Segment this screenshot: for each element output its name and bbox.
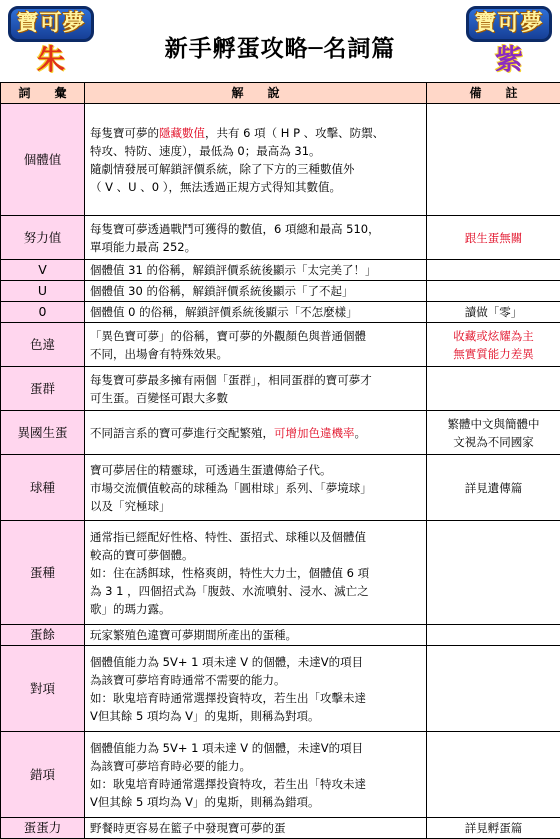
table-header-row xyxy=(1,83,560,104)
note-cell: 跟生蛋無關 xyxy=(427,216,560,260)
note-cell xyxy=(427,323,560,367)
note-cell xyxy=(427,625,560,646)
desc-line: 市場交流價值較高的球種為「圓柑球」系列、「夢境球」 xyxy=(90,479,421,497)
table-row xyxy=(1,367,560,411)
desc-line: 為該寶可夢培育時通常不需要的能力。 xyxy=(90,671,421,689)
description-cell xyxy=(85,646,427,732)
desc-text: 每隻寶可夢的 xyxy=(90,126,159,140)
table-row xyxy=(1,818,560,839)
term-cell: 對項 xyxy=(1,646,85,732)
description-cell xyxy=(85,367,427,411)
page-header xyxy=(0,0,560,82)
description-cell xyxy=(85,323,427,367)
desc-line: 通常指已經配好性格、特性、蛋招式、球種以及個體值 xyxy=(90,528,421,546)
note-cell xyxy=(427,367,560,411)
description-cell: 個體值 31 的俗稱，解鎖評價系統後顯示「太完美了！」 xyxy=(85,260,427,281)
term-cell: 球種 xyxy=(1,455,85,521)
note-cell xyxy=(427,281,560,302)
description-cell xyxy=(85,104,427,216)
desc-line: 個體值能力為 5V+ 1 項未達 V 的個體，未達V的項目 xyxy=(90,653,421,671)
table-row xyxy=(1,521,560,625)
desc-line: 為 3 1 ，四個招式為「腹鼓、水流噴射、浸水、滅亡之 xyxy=(90,582,421,600)
highlight-text: 隱藏數值 xyxy=(159,126,205,140)
term-cell: 蛋餘 xyxy=(1,625,85,646)
desc-line: 「異色寶可夢」的俗稱，寶可夢的外觀顏色與普通個體 xyxy=(90,327,421,345)
description-cell xyxy=(85,732,427,818)
description-cell: 個體值 0 的俗稱，解鎖評價系統後顯示「不怎麼樣」 xyxy=(85,302,427,323)
desc-text: 。 xyxy=(355,426,367,440)
desc-line: 隨劇情發展可解鎖評價系統，除了下方的三種數值外 xyxy=(90,160,421,178)
term-cell: 蛋群 xyxy=(1,367,85,411)
term-cell: 努力值 xyxy=(1,216,85,260)
highlight-text: 可增加色違機率 xyxy=(274,426,355,440)
desc-line: 歌」的瑪力露。 xyxy=(90,600,421,618)
term-cell: 異國生蛋 xyxy=(1,411,85,455)
table-row xyxy=(1,625,560,646)
note-cell xyxy=(427,732,560,818)
description-cell xyxy=(85,411,427,455)
description-cell xyxy=(85,521,427,625)
pokemon-violet-logo xyxy=(466,6,552,72)
note-line: 繁體中文與簡體中 xyxy=(432,415,555,433)
desc-text: 不同語言系的寶可夢進行交配繁殖， xyxy=(90,426,274,440)
desc-line: 以及「究極球」 xyxy=(90,497,421,515)
desc-line: 單項能力最高 252。 xyxy=(90,238,421,256)
desc-line: 如：住在誘餌球，性格爽朗，特性大力士，個體值 6 項 xyxy=(90,564,421,582)
desc-line: 如：耿鬼培育時通常選擇投資特攻，若生出「攻擊未達 xyxy=(90,689,421,707)
note-line: 文視為不同國家 xyxy=(432,433,555,451)
description-cell: 個體值 30 的俗稱，解鎖評價系統後顯示「了不起」 xyxy=(85,281,427,302)
table-row xyxy=(1,455,560,521)
note-cell xyxy=(427,646,560,732)
desc-line: V但其餘 5 項均為 V」的鬼斯，則稱為錯項。 xyxy=(90,793,421,811)
table-row xyxy=(1,646,560,732)
desc-line: 為該寶可夢培育時必要的能力。 xyxy=(90,757,421,775)
logo-brand-text: 寶可夢 xyxy=(8,6,94,42)
description-cell: 野餐時更容易在籃子中發現寶可夢的蛋 xyxy=(85,818,427,839)
desc-line: 特攻、特防、速度），最低為 0；最高為 31。 xyxy=(90,142,421,160)
table-row xyxy=(1,323,560,367)
term-cell: 蛋蛋力 xyxy=(1,818,85,839)
note-cell xyxy=(427,104,560,216)
desc-text: ，共有 6 項（ H P 、攻擊、防禦、 xyxy=(205,126,384,140)
note-line: 收藏或炫耀為主 xyxy=(432,327,555,345)
term-cell: 0 xyxy=(1,302,85,323)
desc-line: （ V 、U 、0 ），無法透過正規方式得知其數值。 xyxy=(90,178,421,196)
table-row xyxy=(1,281,560,302)
term-cell: U xyxy=(1,281,85,302)
note-cell xyxy=(427,411,560,455)
logo-edition-text: 紫 xyxy=(466,44,552,76)
description-cell xyxy=(85,455,427,521)
logo-brand-text: 寶可夢 xyxy=(466,6,552,42)
table-row xyxy=(1,104,560,216)
logo-edition-text: 朱 xyxy=(8,44,94,76)
term-cell: 個體值 xyxy=(1,104,85,216)
term-cell: V xyxy=(1,260,85,281)
note-cell xyxy=(427,521,560,625)
column-header-desc: 解 說 xyxy=(85,83,427,104)
table-row xyxy=(1,732,560,818)
table-row xyxy=(1,216,560,260)
note-cell: 詳見孵蛋篇 xyxy=(427,818,560,839)
description-cell xyxy=(85,216,427,260)
note-line: 無實質能力差異 xyxy=(432,345,555,363)
table-row xyxy=(1,411,560,455)
note-cell: 詳見遺傳篇 xyxy=(427,455,560,521)
desc-line: 可生蛋。百變怪可跟大多數 xyxy=(90,389,421,407)
desc-line: 個體值能力為 5V+ 1 項未達 V 的個體，未達V的項目 xyxy=(90,739,421,757)
term-cell: 蛋種 xyxy=(1,521,85,625)
desc-line: 不同，出場會有特殊效果。 xyxy=(90,345,421,363)
desc-line: 寶可夢居住的精靈球，可透過生蛋遺傳給子代。 xyxy=(90,461,421,479)
page-title: 新手孵蛋攻略─名詞篇 xyxy=(0,30,560,63)
term-cell: 色違 xyxy=(1,323,85,367)
desc-line: 如：耿鬼培育時通常選擇投資特攻，若生出「特攻未達 xyxy=(90,775,421,793)
column-header-note: 備 註 xyxy=(427,83,560,104)
table-row xyxy=(1,302,560,323)
term-cell: 錯項 xyxy=(1,732,85,818)
desc-line: 較高的寶可夢個體。 xyxy=(90,546,421,564)
glossary-table xyxy=(0,82,560,839)
column-header-term: 詞 彙 xyxy=(1,83,85,104)
desc-line: V但其餘 5 項均為 V」的鬼斯，則稱為對項。 xyxy=(90,707,421,725)
description-cell: 玩家繁殖色違寶可夢期間所產出的蛋種。 xyxy=(85,625,427,646)
note-cell xyxy=(427,260,560,281)
table-row xyxy=(1,260,560,281)
desc-line: 每隻寶可夢最多擁有兩個「蛋群」，相同蛋群的寶可夢才 xyxy=(90,371,421,389)
note-cell: 讀做「零」 xyxy=(427,302,560,323)
desc-line: 每隻寶可夢透過戰鬥可獲得的數值，6 項總和最高 510， xyxy=(90,220,421,238)
